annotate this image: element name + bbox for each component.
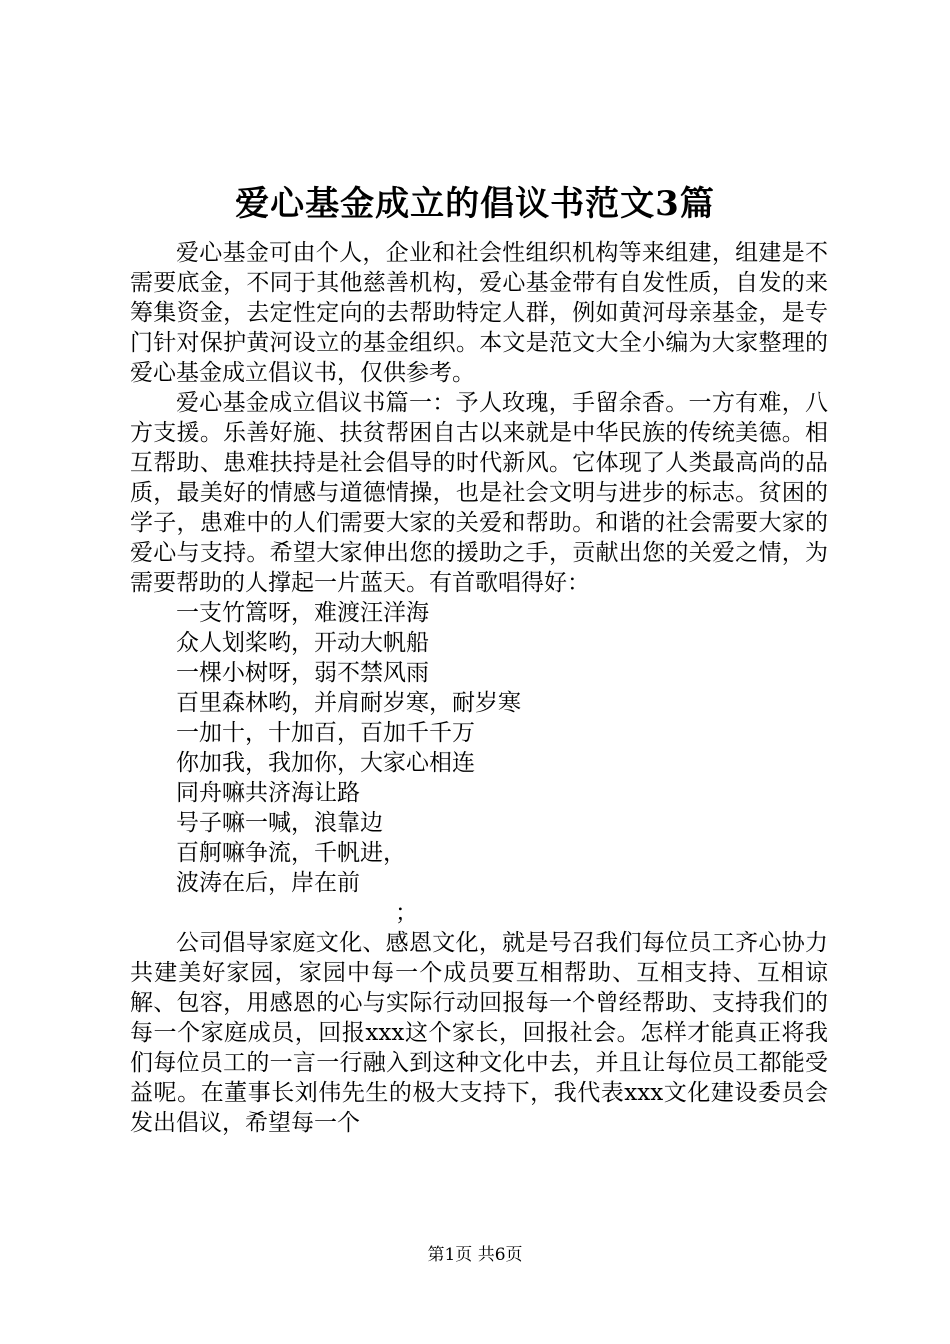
section-separator: ； (395, 900, 418, 926)
song-line: 号子嘛一喊，浪靠边 (176, 810, 383, 836)
document-body (130, 238, 828, 1138)
song-line: 一支竹篙呀，难渡汪洋海 (176, 600, 429, 626)
song-line: 一棵小树呀，弱不禁风雨 (176, 660, 429, 686)
company-culture-paragraph: 公司倡导家庭文化、感恩文化，就是号召我们每位员工齐心协力共建美好家园，家园中每一个成员要互相帮助、互相支持、互相谅解、包容，用感恩的心与实际行动回报每一个曾经帮助、支持我们的每一个家庭成员，回报xxx这个家长，回报社会。怎样才能真正将我们每位员工的一言一行融入到这种文化中去，并且让每位员工都能受益呢。在董事长刘伟先生的极大支持下，我代表xxx文化建设委员会发出倡议，希望每一个 (130, 930, 828, 1136)
song-line: 百里森林哟，并肩耐岁寒，耐岁寒 (176, 690, 521, 716)
song-line: 众人划桨哟，开动大帆船 (176, 630, 429, 656)
intro-paragraph: 爱心基金可由个人，企业和社会性组织机构等来组建，组建是不需要底金，不同于其他慈善机构，爱心基金带有自发性质，自发的来筹集资金，去定性定向的去帮助特定人群，例如黄河母亲基金，是专门针对保护黄河设立的基金组织。本文是范文大全小编为大家整理的爱心基金成立倡议书，仅供参考。 (130, 240, 828, 386)
song-lyrics (130, 598, 828, 898)
song-line: 你加我，我加你，大家心相连 (176, 750, 475, 776)
song-line: 百舸嘛争流，千帆进， (176, 840, 406, 866)
document-title: 爱心基金成立的倡议书范文3篇 (235, 184, 715, 224)
song-line: 波涛在后，岸在前 (176, 870, 360, 896)
proposal-paragraph-one: 爱心基金成立倡议书篇一：予人玫瑰，手留余香。一方有难，八方支援。乐善好施、扶贫帮困自古以来就是中华民族的传统美德。相互帮助、患难扶持是社会倡导的时代新风。它体现了人类最高尚的品质，最美好的情感与道德情操，也是社会文明与进步的标志。贫困的学子，患难中的人们需要大家的关爱和帮助。和谐的社会需要大家的爱心与支持。希望大家伸出您的援助之手，贡献出您的关爱之情，为需要帮助的人撑起一片蓝天。有首歌唱得好： (130, 390, 828, 596)
page-footer: 第1页 共6页 (427, 1245, 523, 1265)
song-line: 一加十，十加百，百加千千万 (176, 720, 475, 746)
song-line: 同舟嘛共济海让路 (176, 780, 360, 806)
